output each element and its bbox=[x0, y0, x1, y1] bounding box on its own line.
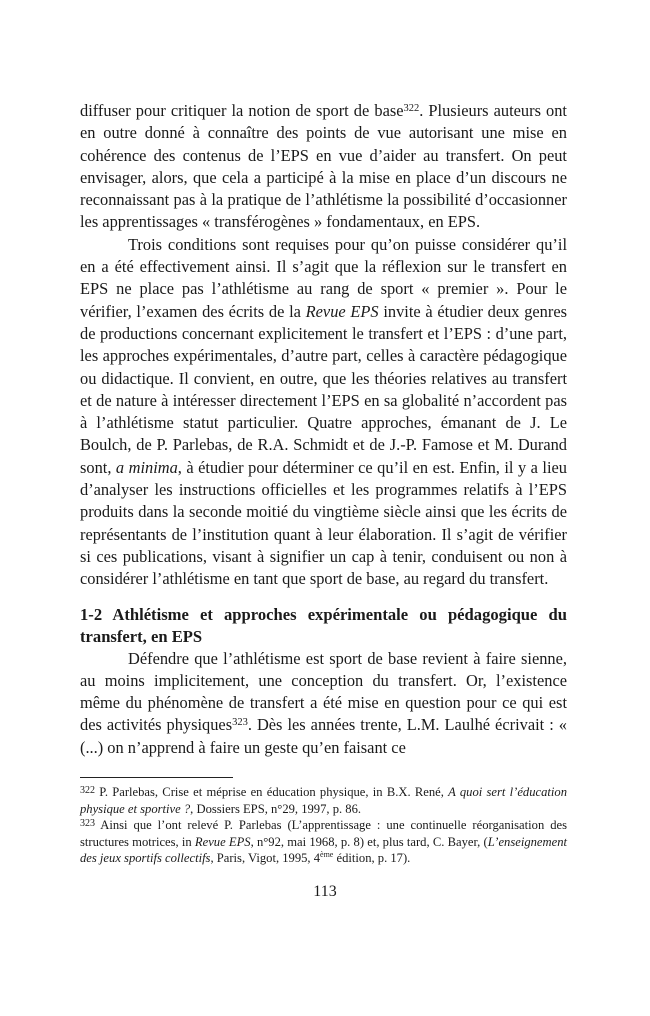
footnote-number: 323 bbox=[80, 818, 95, 830]
text-run: Ainsi que l’ont relevé P. Parlebas (L’apprentissage : une continuelle réorganisation des structures motrices, in bbox=[80, 818, 567, 849]
text-run: , Dossiers EPS, n°29, 1997, p. 86. bbox=[190, 801, 362, 816]
footnote-number: 322 bbox=[80, 785, 95, 797]
paragraph-2 bbox=[80, 234, 567, 591]
journal-title: Revue EPS bbox=[194, 834, 251, 849]
text-run: . Plusieurs auteurs ont en outre donné à connaître des points de vue autorisant une mise en cohérence des contenus de l’EPS en vue d’aider au transfert. On peut envisager, alors, que cela a participé à la mise en place d’un discours ne reconnaissant pas à la pratique de l’athlétisme la possibilité d’occasionner les apprentissages « transférogènes » fondamentaux, en EPS. bbox=[80, 101, 567, 232]
paragraph-1 bbox=[80, 100, 567, 234]
footnote-divider bbox=[80, 777, 233, 778]
footnote-322 bbox=[80, 784, 567, 817]
text-run: Trois conditions sont requises pour qu’on puisse considérer qu’il en a été effectivement ainsi. Il s’agit que la réflexion sur le transfert en EPS ne place pas l’athlétisme au rang de sport « premier ». Pour le vérifier, l’examen des écrits de la bbox=[80, 234, 567, 321]
text-run: , à étudier pour déterminer ce qu’il en est. Enfin, il y a lieu d’analyser les instructions officielles et les programmes relatifs à l’EPS produits dans la seconde moitié du vingtième siècle ainsi que les écrits de représentants de l’institution quant à leur élaboration. Il s’agit de vérifier si ces publications, visant à signifier un cap à tenir, conduisent ou non à considérer l’athlétisme en tant que sport de base, au regard du transfert. bbox=[80, 457, 567, 589]
latin-phrase: a minima bbox=[115, 457, 178, 477]
text-run: . Dès les années trente, L.M. Laulhé écrivait : « (...) on n’apprend à faire un geste qu’en faisant ce bbox=[80, 715, 567, 757]
footnote-323 bbox=[80, 817, 567, 867]
book-page bbox=[80, 100, 567, 867]
ordinal-suffix: ème bbox=[320, 850, 334, 860]
section-heading: 1-2 Athlétisme et approches expérimentale ou pédagogique du transfert, en EPS bbox=[80, 604, 567, 646]
text-run: P. Parlebas, Crise et méprise en éducation physique, in B.X. René, bbox=[95, 785, 449, 800]
journal-title: Revue EPS bbox=[305, 301, 379, 321]
footnote-ref-322[interactable]: 322 bbox=[403, 103, 420, 114]
text-run: Défendre que l’athlétisme est sport de base revient à faire sienne, au moins implicitement, une conception du transfert. Or, l’existence même du phénomène de transfert a été mise en question pour ce qui est des activités physiques bbox=[80, 648, 567, 735]
paragraph-3 bbox=[80, 648, 567, 759]
text-run: édition, p. 17). bbox=[333, 851, 411, 866]
text-run: invite à étudier deux genres de productions concernant explicitement le transfert et l’EPS : d’une part, les approches expérimentales, d’autre part, celles à caractère pédagogique ou didactique. Il convient, en outre, que les théories relatives au transfert et de nature à intéresser directement l’EPS en sa globalité n’accordent pas à l’athlétisme statut particulier. Quatre approches, émanant de J. Le Boulch, de P. Parlebas, de R.A. Schmidt et de J.-P. Famose et M. Durand sont, bbox=[80, 301, 567, 477]
book-title: A quoi sert l’éducation physique et sportive ? bbox=[80, 785, 567, 816]
text-run: , n°92, mai 1968, p. 8) et, plus tard, C. Bayer, ( bbox=[250, 834, 488, 849]
footnote-ref-323[interactable]: 323 bbox=[232, 717, 248, 729]
page-number: 113 bbox=[313, 883, 337, 900]
book-title: L’enseignement des jeux sportifs collectifs bbox=[80, 834, 567, 866]
text-run: , Paris, Vigot, 1995, 4 bbox=[210, 851, 321, 866]
text-run: diffuser pour critiquer la notion de sport de base bbox=[80, 101, 404, 120]
